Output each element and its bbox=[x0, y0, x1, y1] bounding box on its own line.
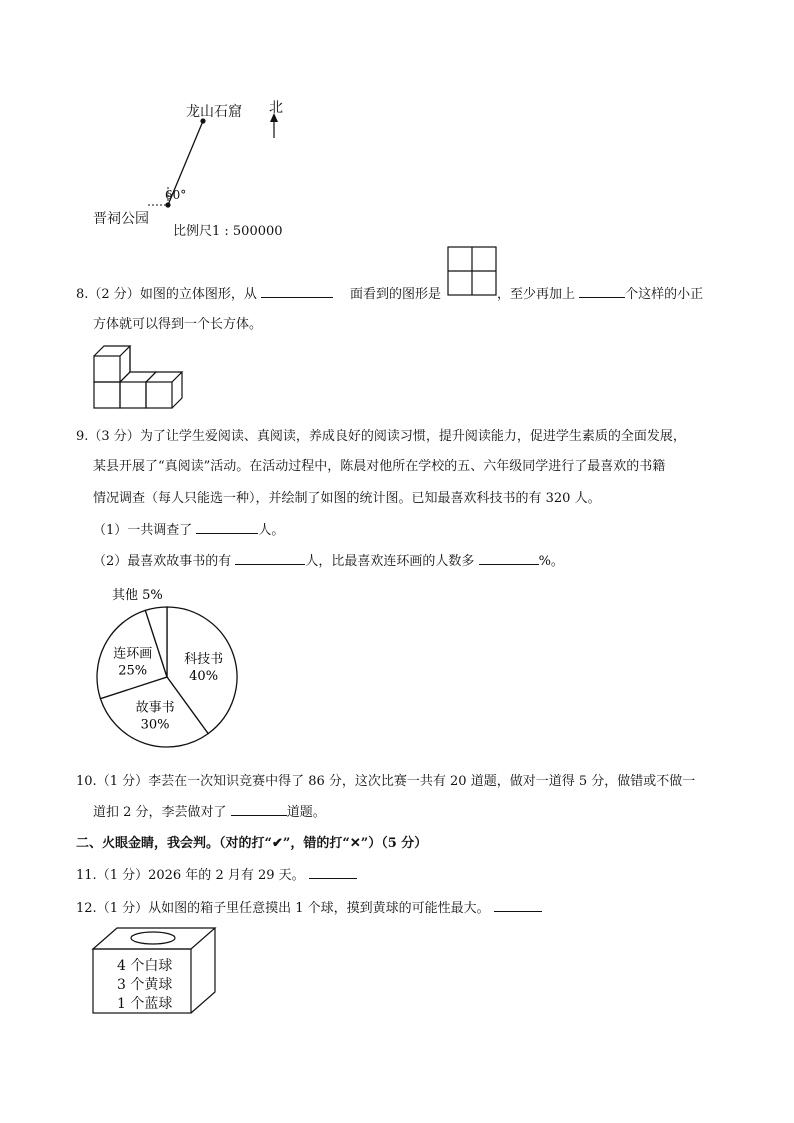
q9-number: 9. bbox=[76, 429, 89, 444]
q10-answer-blank[interactable] bbox=[231, 803, 287, 816]
q12-number: 12. bbox=[76, 901, 97, 916]
section2-title: 二、火眼金睛，我会判。（对的打“✔”，错的打“✕”）（5 分） bbox=[76, 836, 428, 851]
q10-number: 10. bbox=[76, 774, 97, 789]
q8-score: （2 分） bbox=[88, 287, 140, 302]
north-label: 北 bbox=[269, 100, 283, 116]
q10-score: （1 分） bbox=[96, 774, 149, 789]
q8-answer-blank-2[interactable] bbox=[579, 285, 625, 298]
q9-sub1 bbox=[93, 519, 284, 538]
q8-text-d: 个这样的小正 bbox=[625, 287, 704, 302]
q8-text-a: 如图的立体图形，从 bbox=[139, 287, 257, 302]
q9-sub2-text-b: 人，比最喜欢连环画的人数多 bbox=[305, 554, 475, 569]
q10-line1 bbox=[76, 770, 695, 789]
q8-answer-blank-1[interactable] bbox=[261, 285, 333, 298]
pie-percent-story: 30% bbox=[140, 717, 170, 733]
scale-label: 比例尺1 : 500000 bbox=[173, 224, 283, 239]
q12-score: （1 分） bbox=[96, 901, 149, 916]
angle-label: 60° bbox=[165, 188, 187, 202]
origin-label: 晋祠公园 bbox=[93, 211, 149, 227]
pie-label-other: 其他 5% bbox=[112, 588, 163, 603]
q9-sub2-answer-blank-1[interactable] bbox=[235, 552, 305, 565]
q9-score: （3 分） bbox=[88, 429, 140, 444]
q11-answer-blank[interactable] bbox=[309, 866, 357, 879]
q8-line1-rest bbox=[497, 283, 703, 302]
q11-text: 2026 年的 2 月有 29 天。 bbox=[148, 868, 305, 883]
q12-text: 从如图的箱子里任意摸出 1 个球，摸到黄球的可能性最大。 bbox=[148, 901, 490, 916]
q10-text-line1: 李芸在一次知识竞赛中得了 86 分，这次比赛一共有 20 道题，做对一道得 5 分，做错或不做一 bbox=[148, 774, 696, 789]
q8-text-b: 面看到的图形是 bbox=[350, 287, 442, 302]
q9-sub1-text-a: （1）一共调查了 bbox=[93, 523, 193, 538]
q9-sub2-text-a: （2）最喜欢故事书的有 bbox=[93, 554, 232, 569]
q9-line1 bbox=[76, 425, 686, 444]
box-line-1: 4 个白球 bbox=[117, 958, 173, 974]
q8-cubes-figure bbox=[90, 338, 190, 413]
pie-percent-science: 40% bbox=[189, 669, 219, 685]
box-line-2: 3 个黄球 bbox=[117, 977, 173, 993]
q11-score: （1 分） bbox=[96, 868, 149, 883]
q9-sub2-text-c: %。 bbox=[538, 554, 564, 569]
q9-sub1-answer-blank[interactable] bbox=[196, 521, 258, 534]
q9-text-line2: 某县开展了“真阅读”活动。在活动过程中，陈晨对他所在学校的五、六年级同学进行了最喜欢的书籍 bbox=[93, 459, 666, 474]
q10-text-b: 道题。 bbox=[286, 805, 326, 820]
q8-front-view-figure bbox=[447, 246, 497, 296]
q8-text-c: ，至少再加上 bbox=[497, 287, 576, 302]
q9-sub2 bbox=[93, 550, 564, 569]
q12-line bbox=[76, 897, 542, 916]
box-line-3: 1 个蓝球 bbox=[117, 996, 173, 1012]
q10-text-a: 道扣 2 分，李芸做对了 bbox=[93, 805, 227, 820]
q9-text-line3: 情况调查（每人只能选一种），并绘制了如图的统计图。已知最喜欢科技书的有 320 人。 bbox=[93, 491, 601, 506]
q12-answer-blank[interactable] bbox=[494, 899, 542, 912]
q11-line bbox=[76, 864, 357, 883]
q9-sub2-answer-blank-2[interactable] bbox=[479, 552, 539, 565]
q11-number: 11. bbox=[76, 868, 97, 883]
q9-text-line1: 为了让学生爱阅读、真阅读，养成良好的阅读习惯，提升阅读能力，促进学生素质的全面发展， bbox=[139, 429, 686, 444]
destination-label: 龙山石窟 bbox=[186, 104, 242, 120]
q10-line2 bbox=[93, 801, 326, 820]
pie-percent-comic: 25% bbox=[118, 663, 148, 679]
q8-number: 8. bbox=[76, 287, 89, 302]
pie-label-comic: 连环画 bbox=[113, 646, 153, 662]
q8-line2: 方体就可以得到一个长方体。 bbox=[93, 317, 263, 332]
q9-pie-chart bbox=[90, 580, 250, 750]
pie-label-story: 故事书 bbox=[135, 700, 175, 716]
pie-label-science: 科技书 bbox=[184, 652, 224, 668]
q9-sub1-text-b: 人。 bbox=[258, 523, 285, 538]
q8-line1 bbox=[76, 283, 333, 302]
